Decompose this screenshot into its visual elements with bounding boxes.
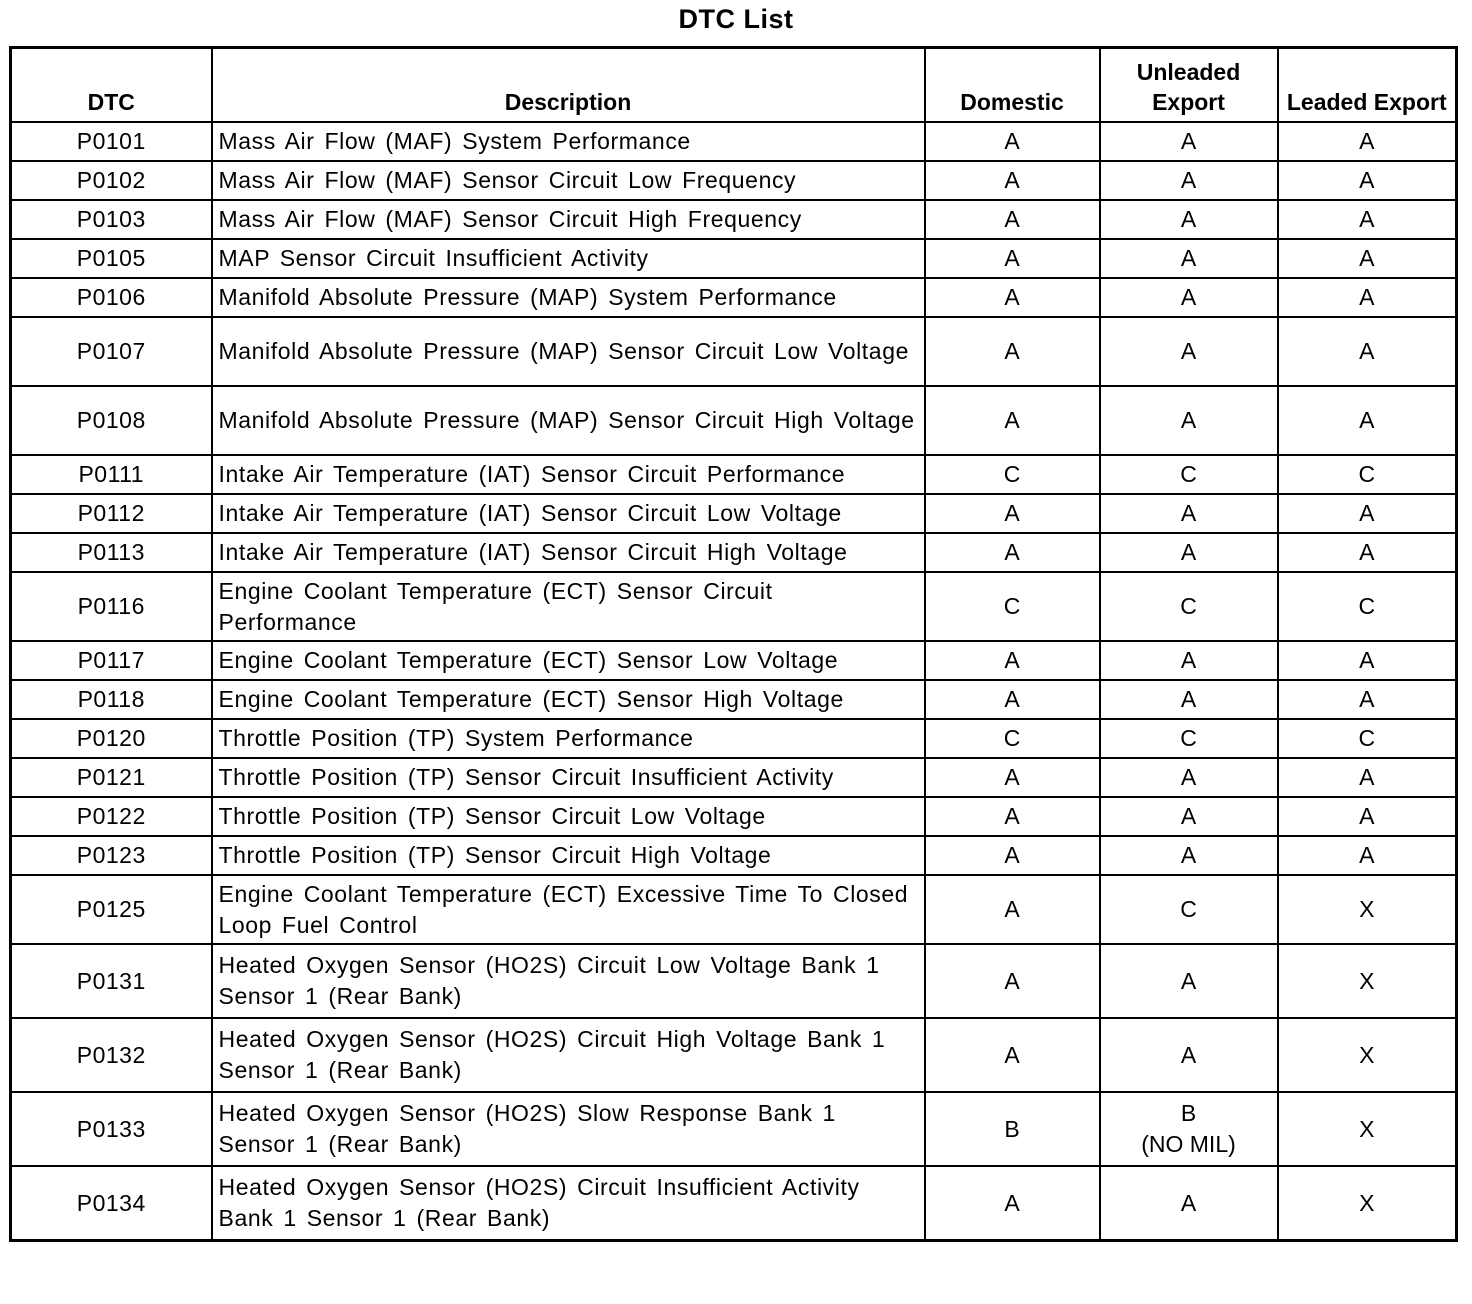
leaded-export-value: C [1278,455,1457,494]
domestic-value: B [925,1092,1100,1166]
dtc-code: P0113 [11,533,212,572]
dtc-description: MAP Sensor Circuit Insufficient Activity [212,239,925,278]
domestic-value: A [925,836,1100,875]
domestic-value: A [925,494,1100,533]
domestic-value: A [925,317,1100,386]
table-row [11,572,1457,641]
table-row [11,641,1457,680]
dtc-description: Throttle Position (TP) Sensor Circuit Low Voltage [212,797,925,836]
leaded-export-value: X [1278,944,1457,1018]
dtc-code: P0103 [11,200,212,239]
table-row [11,161,1457,200]
dtc-code: P0101 [11,122,212,161]
domestic-value: C [925,719,1100,758]
unleaded-export-value: A [1100,533,1278,572]
domestic-value: A [925,200,1100,239]
dtc-description: Throttle Position (TP) Sensor Circuit Insufficient Activity [212,758,925,797]
table-row [11,875,1457,944]
dtc-table [9,46,1458,1242]
domestic-value: A [925,680,1100,719]
domestic-value: A [925,278,1100,317]
column-header-dtc: DTC [11,48,212,123]
dtc-code: P0105 [11,239,212,278]
unleaded-export-value: A [1100,200,1278,239]
leaded-export-value: A [1278,533,1457,572]
dtc-code: P0123 [11,836,212,875]
leaded-export-value: X [1278,1166,1457,1241]
leaded-export-value: A [1278,758,1457,797]
leaded-export-value: A [1278,494,1457,533]
domestic-value: A [925,875,1100,944]
table-row [11,836,1457,875]
table-row [11,1018,1457,1092]
table-row [11,494,1457,533]
dtc-code: P0107 [11,317,212,386]
dtc-code: P0125 [11,875,212,944]
dtc-description: Intake Air Temperature (IAT) Sensor Circuit High Voltage [212,533,925,572]
dtc-description: Throttle Position (TP) System Performance [212,719,925,758]
leaded-export-value: X [1278,1018,1457,1092]
dtc-code: P0102 [11,161,212,200]
unleaded-export-value: C [1100,572,1278,641]
leaded-export-value: A [1278,200,1457,239]
leaded-export-value: A [1278,680,1457,719]
domestic-value: A [925,1018,1100,1092]
unleaded-export-note: (NO MIL) [1141,1131,1236,1157]
table-row [11,239,1457,278]
dtc-description: Heated Oxygen Sensor (HO2S) Circuit High Voltage Bank 1 Sensor 1 (Rear Bank) [212,1018,925,1092]
unleaded-export-value: C [1100,455,1278,494]
table-row [11,455,1457,494]
dtc-code: P0134 [11,1166,212,1241]
leaded-export-value: A [1278,317,1457,386]
dtc-description: Engine Coolant Temperature (ECT) Excessive Time To Closed Loop Fuel Control [212,875,925,944]
domestic-value: A [925,122,1100,161]
dtc-description: Engine Coolant Temperature (ECT) Sensor High Voltage [212,680,925,719]
dtc-code: P0122 [11,797,212,836]
leaded-export-value: X [1278,875,1457,944]
leaded-export-value: X [1278,1092,1457,1166]
domestic-value: A [925,797,1100,836]
unleaded-export-value: A [1100,122,1278,161]
dtc-description: Mass Air Flow (MAF) System Performance [212,122,925,161]
dtc-code: P0112 [11,494,212,533]
dtc-description: Engine Coolant Temperature (ECT) Sensor Low Voltage [212,641,925,680]
dtc-description: Throttle Position (TP) Sensor Circuit High Voltage [212,836,925,875]
dtc-description: Intake Air Temperature (IAT) Sensor Circuit Low Voltage [212,494,925,533]
leaded-export-value: A [1278,797,1457,836]
table-row [11,386,1457,455]
domestic-value: A [925,533,1100,572]
table-row [11,317,1457,386]
domestic-value: A [925,239,1100,278]
unleaded-export-value: A [1100,641,1278,680]
unleaded-export-value: A [1100,836,1278,875]
leaded-export-value: A [1278,278,1457,317]
unleaded-export-value: A [1100,161,1278,200]
table-row [11,944,1457,1018]
unleaded-export-value: A [1100,680,1278,719]
dtc-code: P0121 [11,758,212,797]
dtc-code: P0111 [11,455,212,494]
table-row [11,1092,1457,1166]
domestic-value: A [925,758,1100,797]
unleaded-export-value: C [1100,719,1278,758]
unleaded-export-value: C [1100,875,1278,944]
dtc-code: P0106 [11,278,212,317]
leaded-export-value: A [1278,386,1457,455]
column-header-unleaded-export: Unleaded Export [1100,48,1278,123]
dtc-description: Mass Air Flow (MAF) Sensor Circuit Low Frequency [212,161,925,200]
unleaded-export-value [1100,1092,1278,1166]
dtc-description: Intake Air Temperature (IAT) Sensor Circuit Performance [212,455,925,494]
unleaded-export-value: A [1100,758,1278,797]
table-row [11,1166,1457,1241]
domestic-value: A [925,641,1100,680]
domestic-value: A [925,161,1100,200]
table-row [11,680,1457,719]
leaded-export-value: C [1278,572,1457,641]
unleaded-export-value: A [1100,317,1278,386]
dtc-description: Heated Oxygen Sensor (HO2S) Circuit Insufficient Activity Bank 1 Sensor 1 (Rear Bank) [212,1166,925,1241]
unleaded-export-value: A [1100,1166,1278,1241]
leaded-export-value: A [1278,836,1457,875]
leaded-export-value: A [1278,122,1457,161]
unleaded-export-value: A [1100,386,1278,455]
dtc-code: P0116 [11,572,212,641]
dtc-description: Manifold Absolute Pressure (MAP) Sensor Circuit High Voltage [212,386,925,455]
column-header-description: Description [212,48,925,123]
table-row [11,533,1457,572]
column-header-domestic: Domestic [925,48,1100,123]
dtc-description: Manifold Absolute Pressure (MAP) System Performance [212,278,925,317]
dtc-description: Engine Coolant Temperature (ECT) Sensor Circuit Performance [212,572,925,641]
dtc-code: P0131 [11,944,212,1018]
leaded-export-value: C [1278,719,1457,758]
domestic-value: C [925,572,1100,641]
table-row [11,200,1457,239]
domestic-value: A [925,386,1100,455]
dtc-description: Manifold Absolute Pressure (MAP) Sensor Circuit Low Voltage [212,317,925,386]
table-row [11,122,1457,161]
table-header-row [11,48,1457,123]
domestic-value: A [925,1166,1100,1241]
dtc-code: P0118 [11,680,212,719]
leaded-export-value: A [1278,641,1457,680]
dtc-description: Mass Air Flow (MAF) Sensor Circuit High Frequency [212,200,925,239]
table-row [11,758,1457,797]
domestic-value: C [925,455,1100,494]
table-row [11,278,1457,317]
dtc-code: P0117 [11,641,212,680]
dtc-description: Heated Oxygen Sensor (HO2S) Circuit Low Voltage Bank 1 Sensor 1 (Rear Bank) [212,944,925,1018]
unleaded-export-value: A [1100,494,1278,533]
unleaded-export-value-main: B [1180,1100,1197,1126]
leaded-export-value: A [1278,239,1457,278]
unleaded-export-value: A [1100,278,1278,317]
unleaded-export-value: A [1100,797,1278,836]
table-row [11,797,1457,836]
leaded-export-value: A [1278,161,1457,200]
dtc-code: P0132 [11,1018,212,1092]
dtc-code: P0133 [11,1092,212,1166]
domestic-value: A [925,944,1100,1018]
table-row [11,719,1457,758]
unleaded-export-value: A [1100,944,1278,1018]
page-title: DTC List [678,4,794,34]
dtc-code: P0120 [11,719,212,758]
column-header-leaded-export: Leaded Export [1278,48,1457,123]
unleaded-export-value: A [1100,239,1278,278]
dtc-description: Heated Oxygen Sensor (HO2S) Slow Response Bank 1 Sensor 1 (Rear Bank) [212,1092,925,1166]
unleaded-export-value: A [1100,1018,1278,1092]
dtc-code: P0108 [11,386,212,455]
